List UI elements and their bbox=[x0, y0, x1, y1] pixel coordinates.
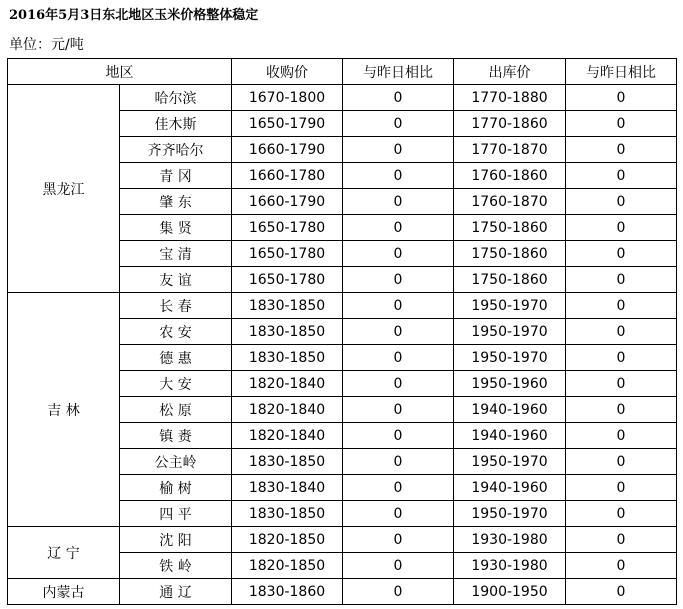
purchase-change-cell: 0 bbox=[343, 345, 454, 371]
purchase-price-cell: 1830-1850 bbox=[232, 449, 343, 475]
purchase-change-cell: 0 bbox=[343, 449, 454, 475]
outbound-price-cell: 1940-1960 bbox=[454, 397, 566, 423]
city-cell: 四 平 bbox=[120, 501, 232, 527]
table-body bbox=[8, 85, 677, 605]
city-cell: 松 原 bbox=[120, 397, 232, 423]
purchase-price-cell: 1650-1790 bbox=[232, 111, 343, 137]
purchase-price-cell: 1660-1790 bbox=[232, 189, 343, 215]
header-region: 地区 bbox=[8, 59, 232, 85]
city-cell: 沈 阳 bbox=[120, 527, 232, 553]
purchase-price-cell: 1830-1850 bbox=[232, 345, 343, 371]
outbound-change-cell: 0 bbox=[566, 501, 677, 527]
outbound-change-cell: 0 bbox=[566, 241, 677, 267]
purchase-price-cell: 1830-1840 bbox=[232, 475, 343, 501]
outbound-price-cell: 1950-1970 bbox=[454, 345, 566, 371]
city-cell: 德 惠 bbox=[120, 345, 232, 371]
purchase-price-cell: 1670-1800 bbox=[232, 85, 343, 111]
outbound-price-cell: 1950-1970 bbox=[454, 449, 566, 475]
outbound-change-cell: 0 bbox=[566, 423, 677, 449]
city-cell: 长 春 bbox=[120, 293, 232, 319]
outbound-price-cell: 1750-1860 bbox=[454, 215, 566, 241]
purchase-change-cell: 0 bbox=[343, 319, 454, 345]
outbound-price-cell: 1950-1960 bbox=[454, 371, 566, 397]
outbound-change-cell: 0 bbox=[566, 137, 677, 163]
outbound-change-cell: 0 bbox=[566, 111, 677, 137]
outbound-price-cell: 1750-1860 bbox=[454, 267, 566, 293]
page-title: 2016年5月3日东北地区玉米价格整体稳定 bbox=[9, 8, 259, 23]
purchase-price-cell: 1820-1850 bbox=[232, 527, 343, 553]
purchase-price-cell: 1830-1850 bbox=[232, 293, 343, 319]
purchase-change-cell: 0 bbox=[343, 371, 454, 397]
outbound-change-cell: 0 bbox=[566, 371, 677, 397]
corn-price-table bbox=[7, 58, 677, 605]
outbound-change-cell: 0 bbox=[566, 189, 677, 215]
outbound-price-cell: 1770-1880 bbox=[454, 85, 566, 111]
purchase-price-cell: 1830-1850 bbox=[232, 319, 343, 345]
city-cell: 齐齐哈尔 bbox=[120, 137, 232, 163]
outbound-price-cell: 1900-1950 bbox=[454, 579, 566, 605]
outbound-change-cell: 0 bbox=[566, 345, 677, 371]
outbound-price-cell: 1940-1960 bbox=[454, 423, 566, 449]
outbound-price-cell: 1950-1970 bbox=[454, 319, 566, 345]
city-cell: 佳木斯 bbox=[120, 111, 232, 137]
purchase-price-cell: 1660-1790 bbox=[232, 137, 343, 163]
outbound-price-cell: 1940-1960 bbox=[454, 475, 566, 501]
city-cell: 榆 树 bbox=[120, 475, 232, 501]
purchase-change-cell: 0 bbox=[343, 137, 454, 163]
purchase-price-cell: 1660-1780 bbox=[232, 163, 343, 189]
purchase-price-cell: 1650-1780 bbox=[232, 215, 343, 241]
outbound-change-cell: 0 bbox=[566, 319, 677, 345]
outbound-change-cell: 0 bbox=[566, 397, 677, 423]
outbound-change-cell: 0 bbox=[566, 215, 677, 241]
purchase-change-cell: 0 bbox=[343, 215, 454, 241]
city-cell: 友 谊 bbox=[120, 267, 232, 293]
purchase-price-cell: 1830-1860 bbox=[232, 579, 343, 605]
city-cell: 公主岭 bbox=[120, 449, 232, 475]
outbound-price-cell: 1770-1870 bbox=[454, 137, 566, 163]
purchase-price-cell: 1830-1850 bbox=[232, 501, 343, 527]
outbound-change-cell: 0 bbox=[566, 163, 677, 189]
city-cell: 大 安 bbox=[120, 371, 232, 397]
unit-label: 单位：元/吨 bbox=[9, 37, 84, 53]
region-cell: 黑龙江 bbox=[8, 85, 120, 293]
purchase-change-cell: 0 bbox=[343, 189, 454, 215]
outbound-price-cell: 1930-1980 bbox=[454, 527, 566, 553]
region-cell: 吉 林 bbox=[8, 293, 120, 527]
purchase-change-cell: 0 bbox=[343, 423, 454, 449]
purchase-price-cell: 1650-1780 bbox=[232, 267, 343, 293]
city-cell: 农 安 bbox=[120, 319, 232, 345]
purchase-change-cell: 0 bbox=[343, 501, 454, 527]
purchase-change-cell: 0 bbox=[343, 293, 454, 319]
header-purchase-change: 与昨日相比 bbox=[343, 59, 454, 85]
city-cell: 通 辽 bbox=[120, 579, 232, 605]
outbound-change-cell: 0 bbox=[566, 293, 677, 319]
outbound-change-cell: 0 bbox=[566, 449, 677, 475]
city-cell: 青 冈 bbox=[120, 163, 232, 189]
outbound-price-cell: 1770-1860 bbox=[454, 111, 566, 137]
city-cell: 铁 岭 bbox=[120, 553, 232, 579]
table-header-row bbox=[8, 59, 677, 85]
header-purchase-price: 收购价 bbox=[232, 59, 343, 85]
table-row bbox=[8, 293, 677, 319]
table-row bbox=[8, 527, 677, 553]
outbound-price-cell: 1930-1980 bbox=[454, 553, 566, 579]
city-cell: 镇 赉 bbox=[120, 423, 232, 449]
outbound-change-cell: 0 bbox=[566, 553, 677, 579]
purchase-price-cell: 1820-1850 bbox=[232, 553, 343, 579]
outbound-change-cell: 0 bbox=[566, 579, 677, 605]
purchase-price-cell: 1820-1840 bbox=[232, 397, 343, 423]
city-cell: 肇 东 bbox=[120, 189, 232, 215]
outbound-price-cell: 1750-1860 bbox=[454, 241, 566, 267]
outbound-price-cell: 1760-1870 bbox=[454, 189, 566, 215]
header-outbound-price: 出库价 bbox=[454, 59, 566, 85]
purchase-price-cell: 1650-1780 bbox=[232, 241, 343, 267]
city-cell: 宝 清 bbox=[120, 241, 232, 267]
outbound-price-cell: 1950-1970 bbox=[454, 501, 566, 527]
outbound-change-cell: 0 bbox=[566, 527, 677, 553]
purchase-change-cell: 0 bbox=[343, 163, 454, 189]
purchase-change-cell: 0 bbox=[343, 579, 454, 605]
purchase-change-cell: 0 bbox=[343, 111, 454, 137]
outbound-change-cell: 0 bbox=[566, 85, 677, 111]
table-row bbox=[8, 579, 677, 605]
purchase-change-cell: 0 bbox=[343, 241, 454, 267]
outbound-change-cell: 0 bbox=[566, 475, 677, 501]
purchase-change-cell: 0 bbox=[343, 527, 454, 553]
outbound-price-cell: 1950-1970 bbox=[454, 293, 566, 319]
header-outbound-change: 与昨日相比 bbox=[566, 59, 677, 85]
purchase-price-cell: 1820-1840 bbox=[232, 423, 343, 449]
purchase-change-cell: 0 bbox=[343, 553, 454, 579]
purchase-change-cell: 0 bbox=[343, 267, 454, 293]
outbound-change-cell: 0 bbox=[566, 267, 677, 293]
purchase-price-cell: 1820-1840 bbox=[232, 371, 343, 397]
purchase-change-cell: 0 bbox=[343, 475, 454, 501]
purchase-change-cell: 0 bbox=[343, 397, 454, 423]
outbound-price-cell: 1760-1860 bbox=[454, 163, 566, 189]
city-cell: 哈尔滨 bbox=[120, 85, 232, 111]
table-row bbox=[8, 85, 677, 111]
region-cell: 辽 宁 bbox=[8, 527, 120, 579]
city-cell: 集 贤 bbox=[120, 215, 232, 241]
purchase-change-cell: 0 bbox=[343, 85, 454, 111]
region-cell: 内蒙古 bbox=[8, 579, 120, 605]
